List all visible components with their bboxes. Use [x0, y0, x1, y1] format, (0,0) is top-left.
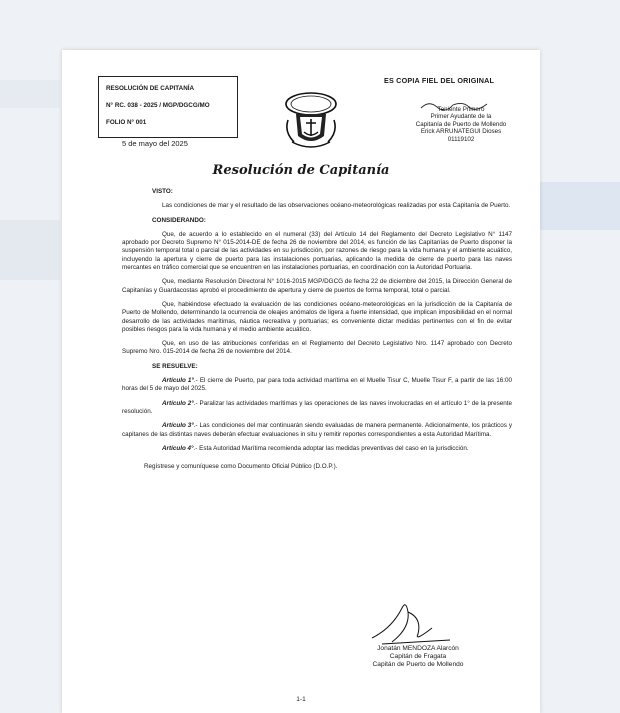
- considerando-paragraph: Que, de acuerdo a lo establecido en el numeral (33) del Artículo 14 del Reglamento del Decreto Legislativo N° 1147 aprobado por Decreto Supremo N° 015-2014-DE de fecha 26 de noviembre del 2014, es función de las Capitanías de Puerto disponer la suspensión temporal total o parcial de las actividades en su jurisdicción, por razones de riesgo para la vida humana y el ambiente acuático, incluyendo la apertura y cierre de puerto para las instalaciones portuarias, aplicando la medida de cierre de puerto para las naves mercantes en tráfico comercial que se encuentren en las instalaciones portuarias, en coordinación con la Autoridad Portuaria.: [122, 230, 512, 272]
- article-text: .- El cierre de Puerto, par para toda actividad marítima en el Muelle Tisur C, Muelle Tisur F, a partir de las 16:00 horas del 5 de mayo del 2025.: [122, 377, 512, 393]
- document-date: 5 de mayo del 2025: [122, 139, 188, 148]
- signatory-name: Jonatán MENDOZA Alarcón: [377, 645, 459, 652]
- article-text: .- Las condiciones del mar continuarán siendo evaluadas de manera permanente. Adicionalmente, los prácticos y capitanes de las distintas naves deberán efectuar evaluaciones in situ y remitir reportes correspondientes a esta Autoridad Marítima.: [122, 422, 512, 438]
- document-title: Resolución de Capitanía: [212, 163, 390, 178]
- visto-paragraph: Las condiciones de mar y el resultado de las observaciones océano-meteorológicas realizadas por esta Capitanía de Puerto.: [162, 202, 511, 210]
- copy-line: Erick ARRUNATEGUI Dioses: [420, 128, 502, 136]
- copy-stamp-text: [396, 106, 526, 143]
- considerando-paragraph: Que, habiéndose efectuado la evaluación de las condiciones océano-meteorológicas en la jurisdicción de la Capitanía de Puerto de Mollendo, determinando la ocurrencia de oleajes anómalos de ligera a fuerte intensidad, que implican imposibilidad en el normal desarrollo de las actividades marítimas, náutica recreativa y portuarias; es conveniente dictar medidas pertinentes con el fin de evitar posibles riesgos para la vida humana y el medio ambiente acuático.: [122, 300, 512, 333]
- background-panel: [0, 220, 60, 280]
- page-number: 1-1: [296, 696, 306, 703]
- document-body: [122, 188, 512, 471]
- considerando-paragraph: Que, en uso de las atribuciones conferidas en el Reglamento del Decreto Legislativo Nro. 1147 aprobado con Decreto Supremo Nro. 015-2014 de fecha 26 de noviembre del 2014.: [122, 340, 512, 356]
- article-paragraph: [122, 377, 512, 394]
- navy-crest-icon: [282, 90, 340, 152]
- article-text: .- Esta Autoridad Marítima recomienda adoptar las medidas preventivas del caso en la jurisdicción.: [193, 444, 469, 452]
- copy-line: Teniente Primero: [437, 106, 485, 113]
- article-text: .- Paralizar las actividades marítimas y las operaciones de las naves involucradas en el artículo 1° de la presente resolución.: [122, 399, 513, 415]
- signatory-rank: Capitán de Fragata: [389, 653, 447, 661]
- article-label: Artículo 1°: [162, 377, 194, 385]
- considerando-paragraph: Que, mediante Resolución Directoral N° 1016-2015 MGP/DGCG de fecha 22 de diciembre del 2015, la Dirección General de Capitanías y Guardacostas aprobó el procedimiento de apertura y cierre de puertos de forma temporal, total o parcial.: [122, 278, 512, 294]
- background-panel: [540, 182, 620, 230]
- folio-number: FOLIO N° 001: [106, 119, 147, 126]
- visto-heading: VISTO:: [152, 188, 173, 195]
- certified-copy-stamp: [384, 76, 534, 143]
- resolution-box-title: RESOLUCIÓN DE CAPITANÍA: [106, 85, 195, 92]
- article-paragraph: [122, 422, 512, 439]
- signatory-block: [358, 645, 478, 670]
- captain-signature: [362, 598, 452, 648]
- resolution-reference-box: [98, 76, 238, 138]
- copy-line: 01119102: [447, 135, 475, 143]
- closing-statement: Regístrese y comuníquese como Documento Oficial Público (D.O.P.).: [144, 463, 338, 471]
- article-label: Artículo 2°: [162, 399, 194, 407]
- copy-line: Capitanía de Puerto de Mollendo: [415, 120, 507, 128]
- article-paragraph: [122, 445, 512, 453]
- article-label: Artículo 3°: [162, 422, 194, 430]
- signatory-position: Capitán de Puerto de Mollendo: [372, 661, 464, 669]
- background-panel: [0, 80, 60, 108]
- copy-stamp-heading: ES COPIA FIEL DEL ORIGINAL: [384, 76, 495, 85]
- resuelve-heading: SE RESUELVE:: [152, 362, 198, 370]
- copy-line: Primer Ayudante de la: [430, 113, 492, 121]
- considerando-heading: CONSIDERANDO:: [152, 216, 206, 224]
- article-paragraph: [122, 400, 512, 417]
- article-label: Artículo 4°: [162, 444, 194, 452]
- document-page: [62, 50, 540, 713]
- resolution-number: N° RC. 038 - 2025 / MGP/DGCG/MO: [106, 102, 210, 109]
